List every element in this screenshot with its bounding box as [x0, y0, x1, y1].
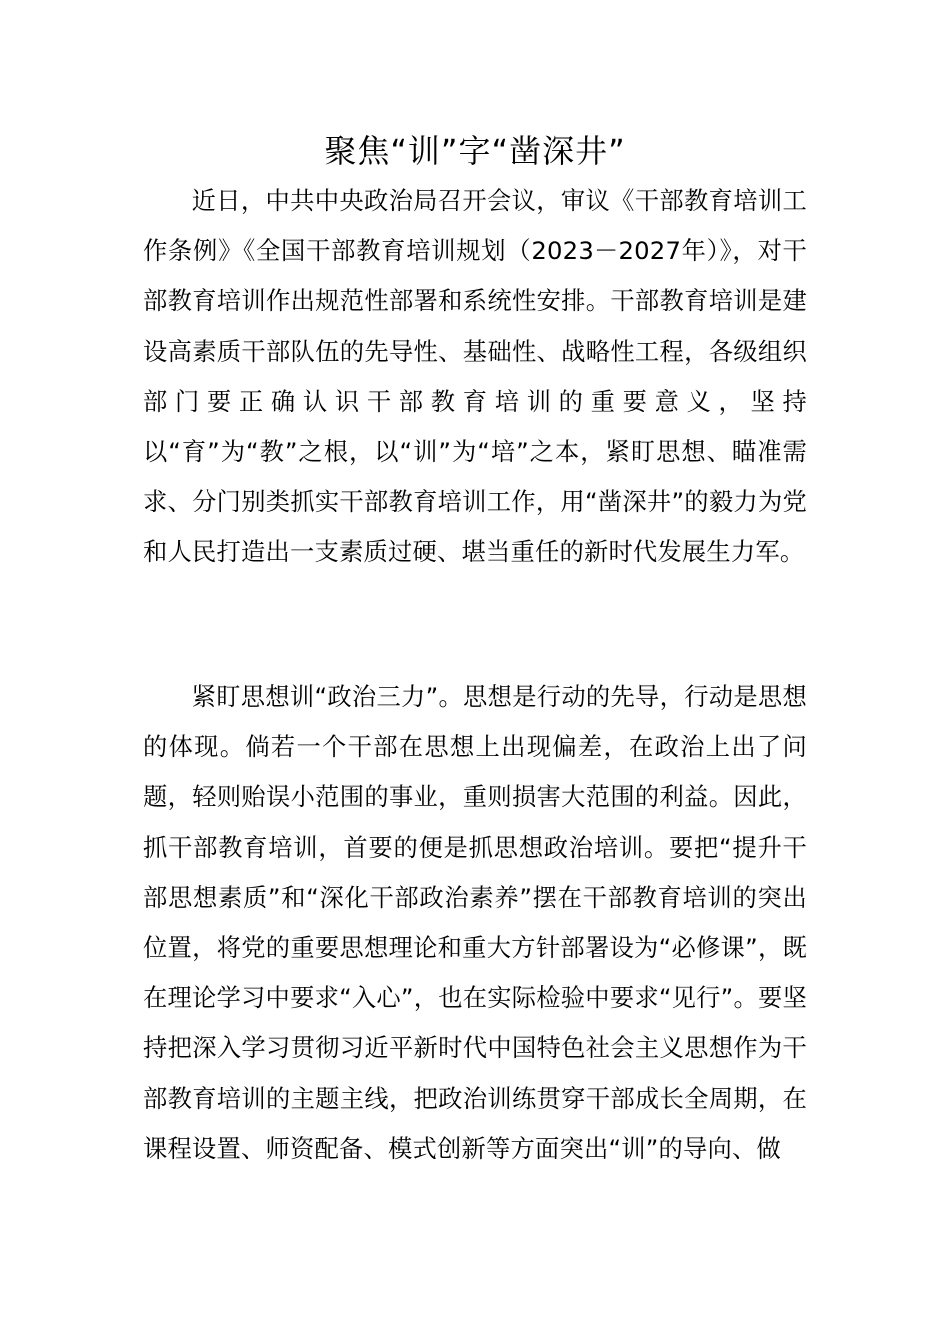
document-title: 聚焦“训”字“凿深井”: [324, 132, 626, 170]
paragraph-intro: 近日，中共中央政治局召开会议，审议《干部教育培训工作条例》《全国干部教育培训规划（2023－2027年）》，对干部教育培训作出规范性部署和系统性安排。干部教育培训是建设高素质干部队伍的先导性、基础性、战略性工程，各级组织部门要正确认识干部教育培训的重要意义，坚持以“育”为“教”之根，以“训”为“培”之本，紧盯思想、瞄准需求、分门别类抓实干部教育培训工作，用“凿深井”的毅力为党和人民打造出一支素质过硬、堪当重任的新时代发展生力军。: [143, 186, 807, 567]
paragraph-political-training: 紧盯思想训“政治三力”。思想是行动的先导，行动是思想的体现。倘若一个干部在思想上出现偏差，在政治上出了问题，轻则贻误小范围的事业，重则损害大范围的利益。因此，抓干部教育培训，首要的便是抓思想政治培训。要把“提升干部思想素质”和“深化干部政治素养”摆在干部教育培训的突出位置，将党的重要思想理论和重大方针部署设为“必修课”，既在理论学习中要求“入心”，也在实际检验中要求“见行”。要坚持把深入学习贯彻习近平新时代中国特色社会主义思想作为干部教育培训的主题主线，把政治训练贯穿干部成长全周期，在课程设置、师资配备、模式创新等方面突出“训”的导向、做: [143, 682, 807, 1163]
